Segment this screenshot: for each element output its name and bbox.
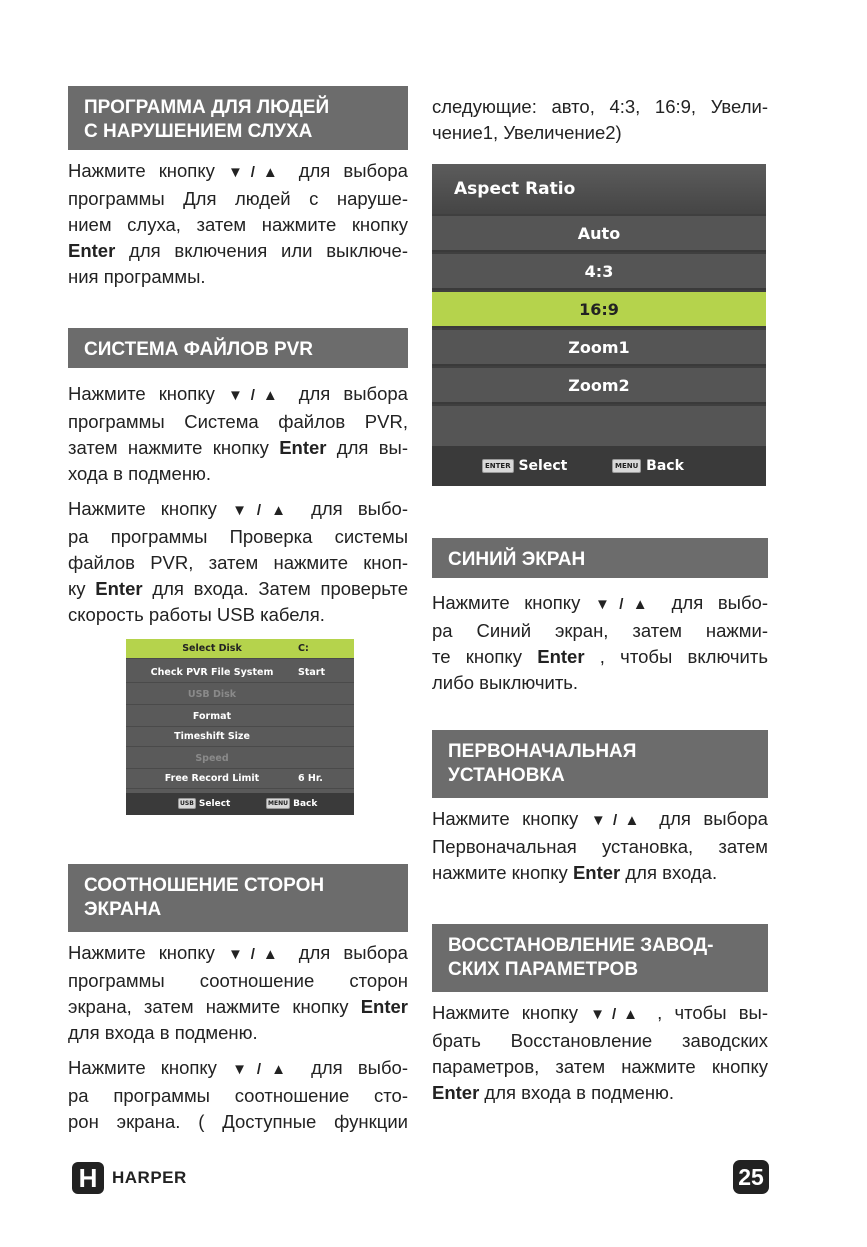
menu-footer [126,793,354,815]
text-line: экрана, затем нажмите кнопку Enter [68,996,408,1017]
section-header-reset [432,924,768,992]
aspect-text-cont [432,94,768,146]
option-4-3[interactable]: 4:3 [432,254,766,290]
text-line: те кнопку Enter , чтобы включить [432,646,768,667]
text-line: ку Enter для входа. Затем проверьте [68,578,408,599]
text-line: брать Восстановление заводских [432,1030,768,1051]
text-line: ра программы Проверка системы [68,526,408,547]
text-line: ра программы соотношение сто- [68,1085,408,1106]
header-line: С НАРУШЕНИЕМ СЛУХА [84,121,313,142]
setup-text [432,806,768,886]
usb-key-icon: USB [180,800,194,807]
select-hint: ENTER Select [482,446,567,486]
back-hint: MENU Back [268,799,318,809]
select-disk-menu [126,639,354,815]
header-line: ВОССТАНОВЛЕНИЕ ЗАВОД- [448,935,714,956]
blue-text [432,590,768,696]
hearing-text [68,158,408,290]
text-line: либо выключить. [432,672,579,693]
text-line: Первоначальная установка, затем [432,836,768,857]
header-line: ПЕРВОНАЧАЛЬНАЯ [448,741,637,762]
pvr-text-1 [68,381,408,487]
menu-key-icon: MENU [612,459,641,473]
aspect-text-2 [68,1055,408,1135]
option-16-9[interactable]: 16:9 [432,292,766,328]
text-line: следующие: авто, 4:3, 16:9, Увели- [432,96,768,117]
back-hint: MENU Back [612,446,684,486]
option-auto[interactable]: Auto [432,216,766,252]
menu-key-icon: MENU [268,800,288,807]
option-zoom2[interactable]: Zoom2 [432,368,766,404]
text-line: рон экрана. ( Доступные функции [68,1111,408,1132]
text-line: хода в подменю. [68,463,212,484]
text-line: Нажмите кнопку ▼/▲ для выбо- [68,498,408,519]
section-header-hearing [68,86,408,150]
text-line: Нажмите кнопку ▼/▲ , чтобы вы- [432,1002,768,1023]
text-line: Enter для включения или выключе- [68,240,408,261]
header-line: ПРОГРАММА ДЛЯ ЛЮДЕЙ [84,97,330,118]
text-line: нажмите кнопку Enter для входа. [432,862,718,883]
menu-row-check-pvr[interactable]: Check PVR File System Start [126,663,354,683]
section-header-blue [432,538,768,578]
text-line: ра Синий экран, затем нажми- [432,620,768,641]
brand-name: HARPER [112,1168,187,1187]
header-line: СООТНОШЕНИЕ СТОРОН [84,875,325,896]
text-line: Нажмите кнопку ▼/▲ для выбора [68,383,408,404]
section-header-setup [432,730,768,798]
header-line: СКИХ ПАРАМЕТРОВ [448,959,639,980]
arrows: ▼/▲ [227,164,286,181]
section-header-aspect [68,864,408,932]
menu-row-timeshift-size[interactable]: Timeshift Size [126,727,354,747]
text-line: чение1, Увеличение2) [432,122,622,143]
text-line: Enter для входа в подменю. [432,1082,675,1103]
aspect-text-1 [68,940,408,1046]
menu-title: Aspect Ratio [432,164,766,214]
header-line: ЭКРАНА [84,899,162,920]
harper-logo-icon: H [72,1162,104,1194]
menu-row-usb-disk: USB Disk [126,685,354,705]
text-line: Нажмите кнопку ▼/▲ для выбора [68,942,408,963]
menu-footer [432,446,766,486]
text-line: скорость работы USB кабеля. [68,604,325,625]
header-line: СИНИЙ ЭКРАН [448,549,586,570]
text-line: затем нажмите кнопку Enter для вы- [68,437,408,458]
pvr-text-2 [68,496,408,628]
header-line: СИСТЕМА ФАЙЛОВ PVR [84,339,314,360]
page-number: 25 [733,1160,769,1194]
enter-key-icon: ENTER [482,459,514,473]
header-line: УСТАНОВКА [448,765,565,786]
option-empty [432,406,766,446]
text-line: для входа в подменю. [68,1022,258,1043]
text-line: ния программы. [68,266,206,287]
menu-row-format[interactable]: Format [126,707,354,727]
text-line: нием слуха, затем нажмите кнопку [68,214,408,235]
menu-row-speed: Speed [126,749,354,769]
menu-row-select-disk[interactable]: Select Disk C: [126,639,354,659]
text-line: Нажмите кнопку ▼/▲ для выбо- [68,1057,408,1078]
text-line: программы Для людей с наруше- [68,188,408,209]
menu-row-free-record-limit[interactable]: Free Record Limit 6 Hr. [126,769,354,789]
reset-text [432,1000,768,1106]
option-zoom1[interactable]: Zoom1 [432,330,766,366]
text-line: параметров, затем нажмите кнопку [432,1056,768,1077]
text-line: Нажмите кнопку ▼/▲ для выбора [432,808,768,829]
text-line: программы Система файлов PVR, [68,411,408,432]
text-line: Нажмите кнопку ▼/▲ для выбо- [432,592,768,613]
aspect-ratio-menu [432,164,766,486]
section-header-pvr [68,328,408,368]
text-line: Нажмите кнопку ▼/▲ для выбора [68,160,408,181]
text-line: файлов PVR, затем нажмите кноп- [68,552,408,573]
select-hint: USB Select [180,799,231,809]
text-line: программы соотношение сторон [68,970,408,991]
